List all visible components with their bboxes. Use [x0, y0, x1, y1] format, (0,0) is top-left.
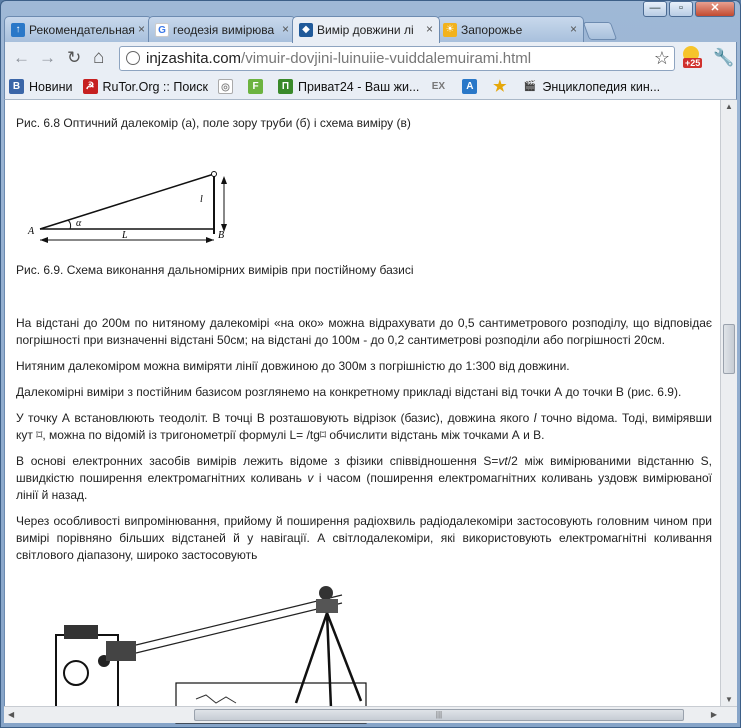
site-favicon-icon: ◆: [299, 23, 313, 37]
close-window-button[interactable]: ✕: [695, 1, 735, 17]
scroll-up-icon[interactable]: ▲: [725, 102, 733, 111]
toolbar: [4, 42, 737, 74]
horizontal-scrollbar[interactable]: [4, 706, 737, 723]
new-tab-button[interactable]: [583, 22, 618, 40]
tab-google-search[interactable]: [148, 16, 296, 42]
vertical-scroll-thumb[interactable]: [723, 324, 735, 374]
bookmark-f[interactable]: [248, 79, 268, 94]
address-bar[interactable]: [119, 46, 675, 71]
tab-recommend[interactable]: [4, 16, 152, 42]
sun-icon: ☀: [443, 23, 457, 37]
angle-alpha-label: α: [76, 218, 82, 229]
wrench-menu-icon[interactable]: 🔧: [713, 48, 735, 67]
bookmark-ex[interactable]: [429, 79, 452, 94]
distance-l-label: L: [122, 230, 128, 241]
tab-label: Запорожье: [461, 23, 523, 37]
f-logo-icon: F: [248, 79, 263, 94]
home-button[interactable]: ⌂: [93, 47, 105, 68]
paragraph-4: У точку А встановлюють теодоліт. В точці В розташовують відрізок (базис), довжина якого l точно відома. Тоді, вимірявши кут ⌑, можна по відомій із тригонометрії формулі L= /tg⌑ обчислити відстань між точками А и В.: [16, 411, 712, 442]
bookmark-star-icon[interactable]: ☆: [653, 48, 670, 68]
paragraph-6: Через особливості випромінювання, прийому й поширення радіохвиль радіодалекоміри застосовують головним чином при вимірі порівняно більших відстаней й у навігації. А світлодалекоміри, які використовують електромагнітні коливання світлового діапазону, широко застосовують: [16, 514, 712, 562]
circle-logo-icon: ◎: [218, 79, 233, 94]
bookmark-kino[interactable]: [522, 79, 660, 94]
tab-active-article[interactable]: [292, 16, 440, 43]
bookmark-label: Новини: [29, 79, 73, 94]
tab-close-icon[interactable]: ×: [425, 22, 433, 36]
paragraph-1: На відстані до 200м по нитяному далекомірі «на око» можна відрахувати до 0,5 сантиметрового розподілу, що відповідає погрішності при визначенні відстані 50см; на відстані до 100м - до 0,2 сантиметрові розподіли або погрішності 20см.: [16, 316, 712, 347]
tab-close-icon[interactable]: ×: [137, 22, 145, 36]
bookmarks-bar: [4, 74, 737, 100]
figure-6-9-caption: Рис. 6.9. Схема виконання дальномірних вимірів при постійному базисі: [16, 263, 414, 277]
scroll-down-icon[interactable]: ▼: [725, 695, 733, 704]
rangefinder-diagram: [26, 154, 246, 241]
forward-button[interactable]: →: [39, 48, 56, 67]
google-icon: G: [155, 23, 169, 37]
window-controls: [643, 1, 735, 17]
back-button[interactable]: ←: [13, 48, 30, 67]
url-path: /vimuir-dovjini-luinuiie-vuiddalemuirami.html: [241, 50, 532, 67]
tab-weather[interactable]: [436, 16, 584, 42]
scroll-left-icon[interactable]: ◀: [8, 710, 15, 719]
tab-favicon-icon: ↑: [11, 23, 25, 37]
paragraph-3: Далекомірні виміри з постійним базисом розглянемо на конкретному прикладі відстані від точки А до точки В (рис. 6.9).: [16, 385, 682, 399]
bookmark-label: Энциклопедия кин...: [542, 79, 661, 94]
tab-label: Рекомендательная: [29, 23, 135, 37]
rutor-icon: ☭: [83, 79, 98, 94]
scroll-right-icon[interactable]: ▶: [710, 710, 717, 719]
bookmark-news[interactable]: [9, 79, 73, 94]
bookmark-label: RuTor.Org :: Поиск: [102, 79, 208, 94]
figure-6-8-caption: Рис. 6.8 Оптичний далекомір (а), поле зору труби (б) і схема виміру (в): [16, 116, 411, 130]
star-icon: ★: [493, 78, 507, 95]
base-l-label: l: [200, 194, 203, 205]
tab-strip: [4, 16, 614, 42]
light-rangefinder-illustration: [46, 573, 406, 713]
vertical-scrollbar[interactable]: [720, 100, 737, 706]
film-icon: 🎬: [523, 81, 537, 92]
point-b-label: B: [218, 230, 225, 241]
temperature-badge: +25: [685, 58, 701, 68]
privat-icon: П: [278, 79, 293, 94]
url-domain: injzashita.com: [146, 50, 242, 67]
bookmark-translate[interactable]: [462, 79, 482, 94]
paragraph-5: В основі електронних засобів вимірів лежить відоме з фізики співвідношення S=vt/2 між вимірюваними відстанню S, швидкістю поширення електромагнітних коливань v і часом (поширення електромагнітних коливань уздовж вимірюваної лінії й назад.: [16, 454, 712, 502]
point-a-label: A: [28, 226, 35, 237]
page-info-icon[interactable]: [126, 51, 140, 65]
paragraph-2: Нитяним далекоміром можна виміряти лінії довжиною до 300м з погрішністю до 1:300 від довжини.: [16, 359, 570, 373]
translate-icon: A: [462, 79, 477, 94]
maximize-button[interactable]: ▫: [669, 1, 693, 17]
tab-label: Вимір довжини лі: [317, 23, 414, 37]
bookmark-rutor[interactable]: [83, 79, 209, 94]
tab-close-icon[interactable]: ×: [569, 22, 577, 36]
horizontal-scroll-thumb[interactable]: |||: [194, 709, 684, 721]
reload-button[interactable]: ↻: [67, 48, 82, 67]
minimize-button[interactable]: —: [643, 1, 667, 17]
tab-close-icon[interactable]: ×: [281, 22, 289, 36]
page-content: [4, 100, 720, 706]
tab-label: геодезія вимірюва: [173, 23, 275, 37]
vk-icon: B: [9, 79, 24, 94]
weather-extension-button[interactable]: [681, 46, 705, 70]
bookmark-opera[interactable]: [218, 79, 238, 94]
ex-icon: EX: [431, 81, 446, 92]
bookmark-label: Приват24 - Ваш жи...: [298, 79, 420, 94]
bookmark-star[interactable]: [492, 79, 512, 94]
bookmark-privat24[interactable]: [278, 79, 419, 94]
